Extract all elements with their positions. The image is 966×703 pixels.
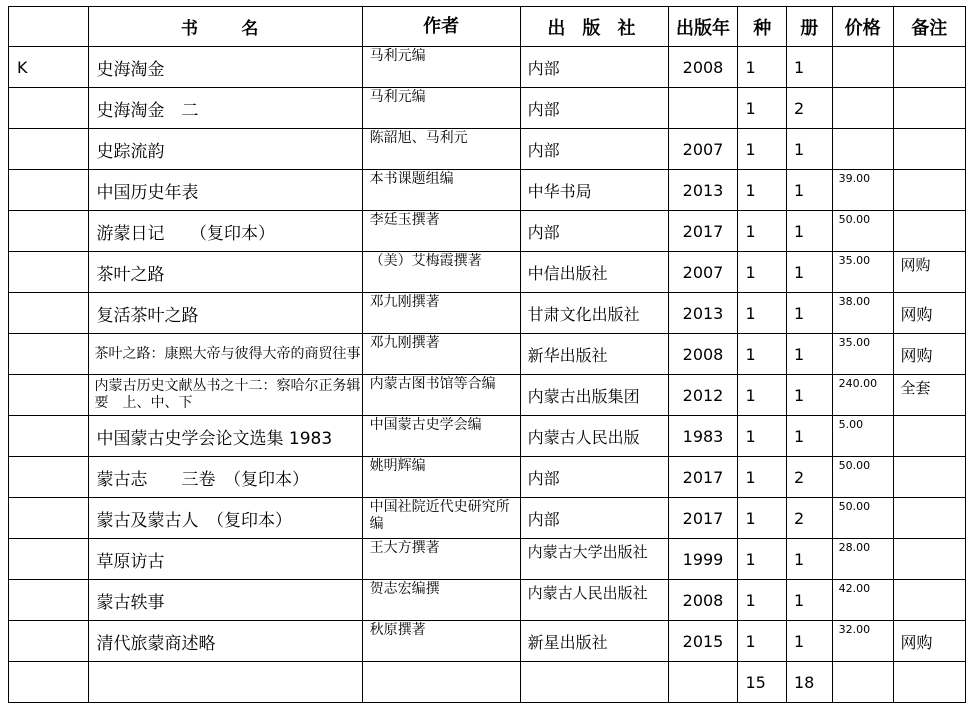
cell-title: 茶叶之路：康熙大帝与彼得大帝的商贸往事 [89,334,362,375]
table-row [9,375,966,416]
table-row [9,88,966,129]
cell-class [9,252,89,293]
cell-year: 2008 [668,47,738,88]
table-row [9,457,966,498]
cell-kinds: 1 [738,416,787,457]
cell-price [832,47,893,88]
cell-kinds: 1 [738,457,787,498]
cell-author: 姚明辉编 [362,457,520,498]
cell-note: 全套 [893,375,965,416]
cell-note [893,47,965,88]
cell-title: 复活茶叶之路 [89,293,362,334]
cell-publisher: 内部 [520,498,668,539]
cell-publisher: 中信出版社 [520,252,668,293]
cell-author: 内蒙古图书馆等合编 [362,375,520,416]
cell-author: 中国蒙古史学会编 [362,416,520,457]
cell-year: 2017 [668,457,738,498]
cell-class [9,88,89,129]
cell-kinds: 1 [738,170,787,211]
cell-volumes: 2 [786,457,832,498]
cell-volumes: 1 [786,47,832,88]
cell-class [9,498,89,539]
cell-volumes: 1 [786,375,832,416]
cell-kinds: 1 [738,88,787,129]
total-kinds: 15 [738,662,787,703]
cell-class [9,211,89,252]
cell-author: 陈韶旭、马利元 [362,129,520,170]
cell-publisher: 甘肃文化出版社 [520,293,668,334]
cell-publisher [520,662,668,703]
table-row [9,47,966,88]
cell-class [9,334,89,375]
cell-title: 茶叶之路 [89,252,362,293]
cell-note: 网购 [893,334,965,375]
cell-author: （美）艾梅霞撰著 [362,252,520,293]
cell-kinds: 1 [738,580,787,621]
cell-volumes: 1 [786,539,832,580]
cell-publisher: 内蒙古大学出版社 [520,539,668,580]
cell-class [9,662,89,703]
cell-class: K [9,47,89,88]
table-row [9,621,966,662]
cell-kinds: 1 [738,211,787,252]
cell-year: 2013 [668,293,738,334]
cell-price: 42.00 [832,580,893,621]
cell-year: 2013 [668,170,738,211]
cell-publisher: 内蒙古人民出版 [520,416,668,457]
cell-author: 王大方撰著 [362,539,520,580]
table-row [9,539,966,580]
cell-author [362,662,520,703]
cell-publisher: 内部 [520,129,668,170]
cell-price [832,662,893,703]
cell-volumes: 1 [786,293,832,334]
cell-kinds: 1 [738,293,787,334]
cell-price: 50.00 [832,498,893,539]
cell-price: 28.00 [832,539,893,580]
cell-title: 游蒙日记 （复印本） [89,211,362,252]
cell-note [893,539,965,580]
totals-row [9,662,966,703]
cell-kinds: 1 [738,375,787,416]
cell-publisher: 新华出版社 [520,334,668,375]
cell-year: 2007 [668,129,738,170]
cell-class [9,457,89,498]
cell-volumes: 2 [786,498,832,539]
cell-kinds: 1 [738,47,787,88]
cell-volumes: 1 [786,170,832,211]
cell-title: 中国历史年表 [89,170,362,211]
header-price: 价格 [832,7,893,47]
cell-class [9,539,89,580]
cell-publisher: 内部 [520,457,668,498]
cell-year: 2012 [668,375,738,416]
cell-volumes: 1 [786,211,832,252]
header-class [9,7,89,47]
cell-publisher: 内部 [520,88,668,129]
table-row [9,416,966,457]
cell-publisher: 新星出版社 [520,621,668,662]
cell-publisher: 内蒙古人民出版社 [520,580,668,621]
cell-publisher: 中华书局 [520,170,668,211]
cell-note [893,88,965,129]
cell-title [89,662,362,703]
header-note: 备注 [893,7,965,47]
cell-year: 2017 [668,211,738,252]
cell-title: 史踪流韵 [89,129,362,170]
cell-kinds: 1 [738,129,787,170]
cell-note [893,416,965,457]
table-row [9,580,966,621]
cell-year: 2008 [668,580,738,621]
cell-author: 马利元编 [362,88,520,129]
total-volumes: 18 [786,662,832,703]
cell-year: 1983 [668,416,738,457]
cell-note: 网购 [893,293,965,334]
cell-volumes: 1 [786,621,832,662]
cell-note [893,211,965,252]
header-title-label: 书 名 [181,19,278,39]
header-publisher-label: 出 版 社 [547,17,641,39]
cell-price: 35.00 [832,252,893,293]
cell-publisher: 内部 [520,211,668,252]
book-list [8,6,966,703]
cell-author: 邓九刚撰著 [362,293,520,334]
cell-price: 38.00 [832,293,893,334]
cell-note [893,129,965,170]
cell-kinds: 1 [738,334,787,375]
cell-publisher: 内部 [520,47,668,88]
cell-author: 秋原撰著 [362,621,520,662]
cell-class [9,170,89,211]
cell-year: 2007 [668,252,738,293]
cell-class [9,375,89,416]
cell-author: 邓九刚撰著 [362,334,520,375]
cell-note: 网购 [893,252,965,293]
cell-author: 本书课题组编 [362,170,520,211]
cell-volumes: 2 [786,88,832,129]
table-row [9,252,966,293]
header-year: 出版年 [668,7,738,47]
cell-title: 内蒙古历史文献丛书之十二：察哈尔正务辑要 上、中、下 [89,375,362,416]
cell-title: 史海淘金 [89,47,362,88]
table-row [9,211,966,252]
cell-volumes: 1 [786,129,832,170]
header-publisher [520,7,668,47]
table-row [9,334,966,375]
header-row [9,7,966,47]
cell-kinds: 1 [738,252,787,293]
cell-price: 50.00 [832,457,893,498]
cell-price [832,88,893,129]
cell-title: 史海淘金 二 [89,88,362,129]
table-row [9,129,966,170]
table-row [9,170,966,211]
header-author: 作者 [362,7,520,47]
cell-class [9,416,89,457]
cell-price [832,129,893,170]
cell-volumes: 1 [786,416,832,457]
cell-year: 2015 [668,621,738,662]
cell-year: 1999 [668,539,738,580]
cell-price: 5.00 [832,416,893,457]
cell-class [9,129,89,170]
cell-title: 清代旅蒙商述略 [89,621,362,662]
cell-year: 2017 [668,498,738,539]
cell-class [9,580,89,621]
cell-year [668,662,738,703]
cell-price: 39.00 [832,170,893,211]
cell-note [893,457,965,498]
header-volumes: 册 [786,7,832,47]
cell-price: 50.00 [832,211,893,252]
cell-volumes: 1 [786,252,832,293]
table-row [9,293,966,334]
cell-author: 马利元编 [362,47,520,88]
cell-kinds: 1 [738,498,787,539]
cell-price: 240.00 [832,375,893,416]
cell-title: 蒙古轶事 [89,580,362,621]
cell-note [893,170,965,211]
header-kinds: 种 [738,7,787,47]
cell-author: 李廷玉撰著 [362,211,520,252]
cell-kinds: 1 [738,621,787,662]
cell-author: 贺志宏编撰 [362,580,520,621]
cell-kinds: 1 [738,539,787,580]
cell-author: 中国社院近代史研究所编 [362,498,520,539]
cell-note [893,580,965,621]
cell-publisher: 内蒙古出版集团 [520,375,668,416]
cell-price: 35.00 [832,334,893,375]
cell-year [668,88,738,129]
cell-price: 32.00 [832,621,893,662]
table-row [9,498,966,539]
cell-year: 2008 [668,334,738,375]
header-title [89,7,362,47]
cell-note: 网购 [893,621,965,662]
cell-title: 草原访古 [89,539,362,580]
book-table [8,6,966,703]
cell-class [9,293,89,334]
cell-volumes: 1 [786,334,832,375]
cell-title: 中国蒙古史学会论文选集 1983 [89,416,362,457]
cell-title: 蒙古志 三卷 （复印本） [89,457,362,498]
cell-volumes: 1 [786,580,832,621]
cell-title: 蒙古及蒙古人 （复印本） [89,498,362,539]
cell-class [9,621,89,662]
cell-note [893,662,965,703]
cell-note [893,498,965,539]
